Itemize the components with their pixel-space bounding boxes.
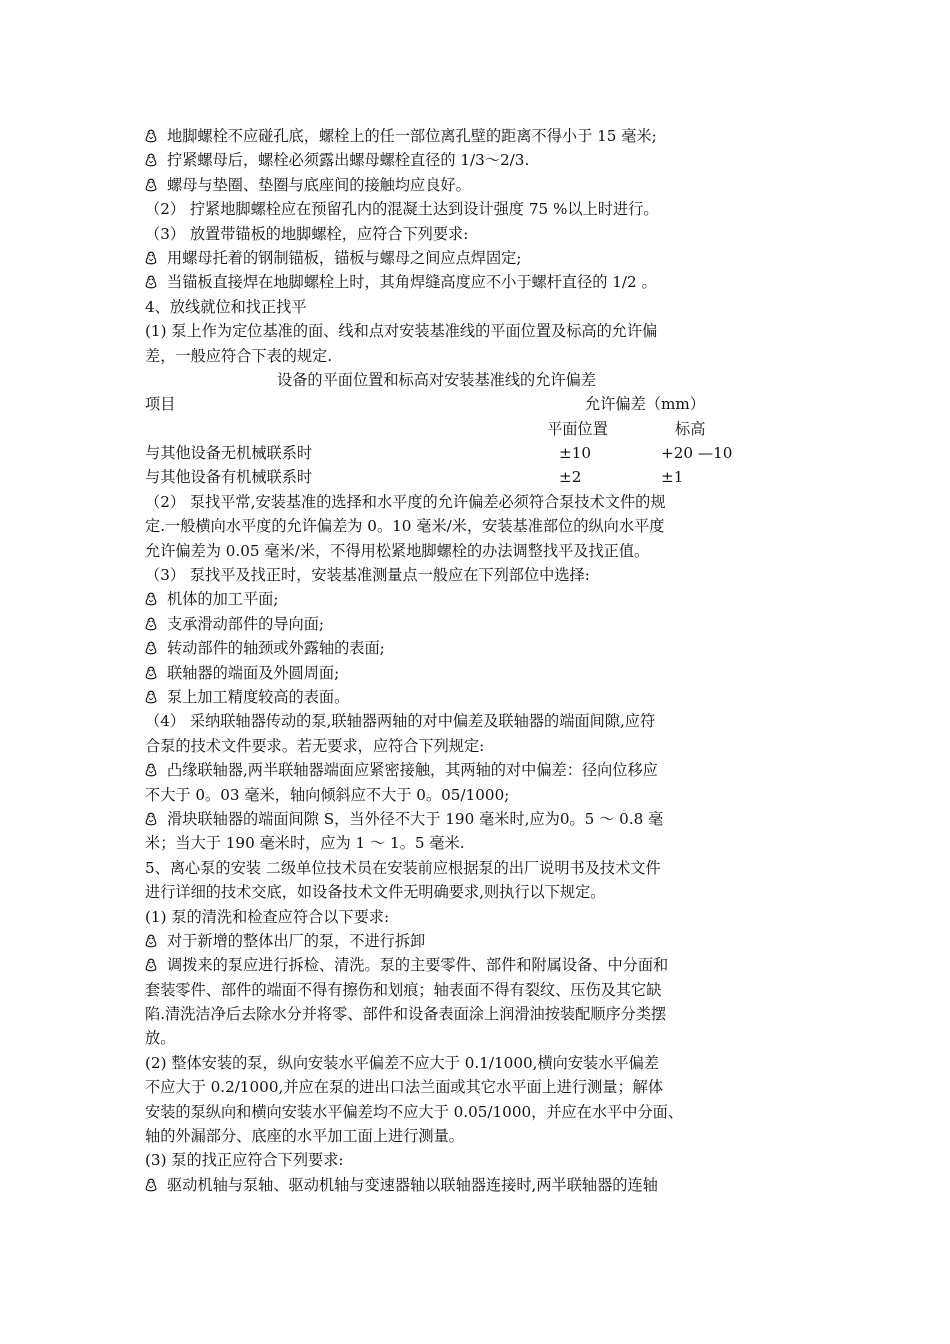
line-text: 差，一般应符合下表的规定.	[145, 346, 333, 365]
text-line	[145, 1124, 815, 1148]
line-text: (2) 整体安装的泵，纵向安装水平偏差不应大于 0.1/1000,横向安装水平偏差	[145, 1053, 659, 1072]
line-text: 对于新增的整体出厂的泵，不进行拆卸	[167, 931, 426, 950]
penguin-bullet-icon	[145, 612, 159, 636]
table-subheader-row	[145, 417, 815, 441]
text-line	[145, 490, 815, 514]
text-line	[145, 319, 815, 343]
bullet-list-item	[145, 148, 815, 172]
table-body	[145, 441, 815, 490]
penguin-bullet-icon	[145, 807, 159, 831]
line-text: （2） 泵找平常,安装基准的选择和水平度的允许偏差必须符合泵技术文件的规	[145, 492, 666, 511]
line-text: 螺母与垫圈、垫圈与底座间的接触均应良好。	[167, 175, 471, 194]
bullet-list-item	[145, 124, 815, 148]
line-text: 滑块联轴器的端面间隙 S，当外径不大于 190 毫米时,应为0。5 ～ 0.8 毫	[167, 809, 664, 828]
line-text: (1) 泵上作为定位基准的面、线和点对安装基准线的平面位置及标高的允许偏	[145, 322, 658, 341]
line-text: 地脚螺栓不应碰孔底，螺栓上的任一部位离孔壁的距离不得小于 15 毫米;	[167, 127, 657, 145]
tolerance-table	[145, 368, 815, 490]
paragraph-block-2	[145, 490, 815, 1197]
line-text: 陷.清洗洁净后去除水分并将零、部件和设备表面涂上润滑油按装配顺序分类摆	[145, 1005, 667, 1024]
col-header-item: 项目	[145, 395, 176, 414]
line-text: 驱动机轴与泵轴、驱动机轴与变速器轴以联轴器连接时,两半联轴器的连轴	[167, 1175, 658, 1194]
cell-plane-position: ±2	[559, 468, 582, 487]
penguin-bullet-icon	[145, 148, 159, 172]
text-line	[145, 1002, 815, 1026]
line-text: 安装的泵纵向和横向安装水平偏差均不应大于 0.05/1000，并应在水平中分面、	[145, 1102, 684, 1121]
line-text: （2） 拧紧地脚螺栓应在预留孔内的混凝土达到设计强度 75 %以上时进行。	[145, 200, 659, 219]
line-text: 定.一般横向水平度的允许偏差为 0。10 毫米/米，安装基准部位的纵向水平度	[145, 517, 665, 536]
bullet-list-item	[145, 758, 815, 782]
table-row	[145, 465, 815, 489]
cell-plane-position: ±10	[559, 444, 592, 463]
penguin-bullet-icon	[145, 636, 159, 660]
penguin-bullet-icon	[145, 661, 159, 685]
bullet-list-item	[145, 685, 815, 709]
line-text: 米；当大于 190 毫米时，应为 1 ～ 1。5 毫米.	[145, 834, 465, 853]
bullet-list-item	[145, 270, 815, 294]
col-header-plane-position: 平面位置	[547, 419, 608, 438]
cell-elevation: +20 —10	[661, 444, 733, 463]
bullet-list-item	[145, 953, 815, 977]
bullet-list-item	[145, 612, 815, 636]
line-text: 轴的外漏部分、底座的水平加工面上进行测量。	[145, 1127, 464, 1146]
text-line	[145, 1026, 815, 1050]
text-line	[145, 344, 815, 368]
text-line	[145, 539, 815, 563]
penguin-bullet-icon	[145, 246, 159, 270]
col-header-elevation: 标高	[675, 419, 706, 438]
text-line	[145, 222, 815, 246]
line-text: 5、离心泵的安装 二级单位技术员在安装前应根据泵的出厂说明书及技术文件	[145, 858, 661, 877]
text-line	[145, 295, 815, 319]
cell-elevation: ±1	[661, 468, 684, 487]
line-text: 拧紧螺母后，螺栓必须露出螺母螺栓直径的 1/3～2/3.	[167, 151, 530, 170]
line-text: 4、放线就位和找正找平	[145, 297, 307, 316]
line-text: （3） 泵找平及找正时，安装基准测量点一般应在下列部位中选择:	[145, 566, 590, 585]
penguin-bullet-icon	[145, 124, 159, 148]
text-line	[145, 783, 815, 807]
bullet-list-item	[145, 587, 815, 611]
table-title	[145, 368, 815, 392]
text-line	[145, 197, 815, 221]
bullet-list-item	[145, 929, 815, 953]
bullet-list-item	[145, 1173, 815, 1197]
line-text: (1) 泵的清洗和检查应符合以下要求:	[145, 907, 390, 926]
penguin-bullet-icon	[145, 758, 159, 782]
bullet-list-item	[145, 661, 815, 685]
document-body	[145, 124, 815, 1197]
line-text: 放。	[145, 1029, 176, 1048]
text-line	[145, 905, 815, 929]
line-text: 泵上加工精度较高的表面。	[167, 687, 350, 706]
line-text: 凸缘联轴器,两半联轴器端面应紧密接触，其两轴的对中偏差：径向位移应	[167, 761, 658, 780]
table-title-text: 设备的平面位置和标高对安装基准线的允许偏差	[277, 370, 596, 389]
bullet-list-item	[145, 636, 815, 660]
line-text: 允许偏差为 0.05 毫米/米，不得用松紧地脚螺栓的办法调整找平及找正值。	[145, 541, 650, 560]
line-text: （4） 采纳联轴器传动的泵,联轴器两轴的对中偏差及联轴器的端面间隙,应符	[145, 712, 656, 731]
text-line	[145, 514, 815, 538]
col-header-tolerance: 允许偏差（mm）	[585, 395, 705, 414]
text-line	[145, 563, 815, 587]
penguin-bullet-icon	[145, 173, 159, 197]
table-header-row	[145, 392, 815, 416]
line-text: 不应大于 0.2/1000,并应在泵的进出口法兰面或其它水平面上进行测量；解体	[145, 1078, 664, 1097]
penguin-bullet-icon	[145, 1173, 159, 1197]
line-text: 进行详细的技术交底，如设备技术文件无明确要求,则执行以下规定。	[145, 883, 606, 902]
line-text: 支承滑动部件的导向面;	[167, 614, 324, 633]
text-line	[145, 978, 815, 1002]
text-line	[145, 880, 815, 904]
line-text: 用螺母托着的钢制锚板，锚板与螺母之间应点焊固定;	[167, 248, 522, 267]
penguin-bullet-icon	[145, 953, 159, 977]
bullet-list-item	[145, 807, 815, 831]
penguin-bullet-icon	[145, 587, 159, 611]
penguin-bullet-icon	[145, 270, 159, 294]
line-text: (3) 泵的找正应符合下列要求:	[145, 1151, 344, 1170]
line-text: （3） 放置带锚板的地脚螺栓，应符合下列要求:	[145, 224, 469, 243]
bullet-list-item	[145, 173, 815, 197]
line-text: 不大于 0。03 毫米，轴向倾斜应不大于 0。05/1000;	[145, 785, 510, 804]
text-line	[145, 856, 815, 880]
line-text: 转动部件的轴颈或外露轴的表面;	[167, 639, 385, 658]
line-text: 机体的加工平面;	[167, 590, 279, 609]
paragraph-block-1	[145, 124, 815, 368]
table-row	[145, 441, 815, 465]
text-line	[145, 1148, 815, 1172]
penguin-bullet-icon	[145, 685, 159, 709]
text-line	[145, 831, 815, 855]
line-text: 调拨来的泵应进行拆检、清洗。泵的主要零件、部件和附属设备、中分面和	[167, 956, 669, 975]
line-text: 当锚板直接焊在地脚螺栓上时，其角焊缝高度应不小于螺杆直径的 1/2 。	[167, 273, 657, 292]
text-line	[145, 1051, 815, 1075]
text-line	[145, 1100, 815, 1124]
penguin-bullet-icon	[145, 929, 159, 953]
cell-item: 与其他设备无机械联系时	[145, 444, 313, 463]
cell-item: 与其他设备有机械联系时	[145, 468, 313, 487]
bullet-list-item	[145, 246, 815, 270]
text-line	[145, 709, 815, 733]
line-text: 套装零件、部件的端面不得有擦伤和划痕；轴表面不得有裂纹、压伤及其它缺	[145, 980, 662, 999]
text-line	[145, 1075, 815, 1099]
line-text: 合泵的技术文件要求。若无要求，应符合下列规定:	[145, 736, 485, 755]
text-line	[145, 734, 815, 758]
line-text: 联轴器的端面及外圆周面;	[167, 663, 340, 682]
